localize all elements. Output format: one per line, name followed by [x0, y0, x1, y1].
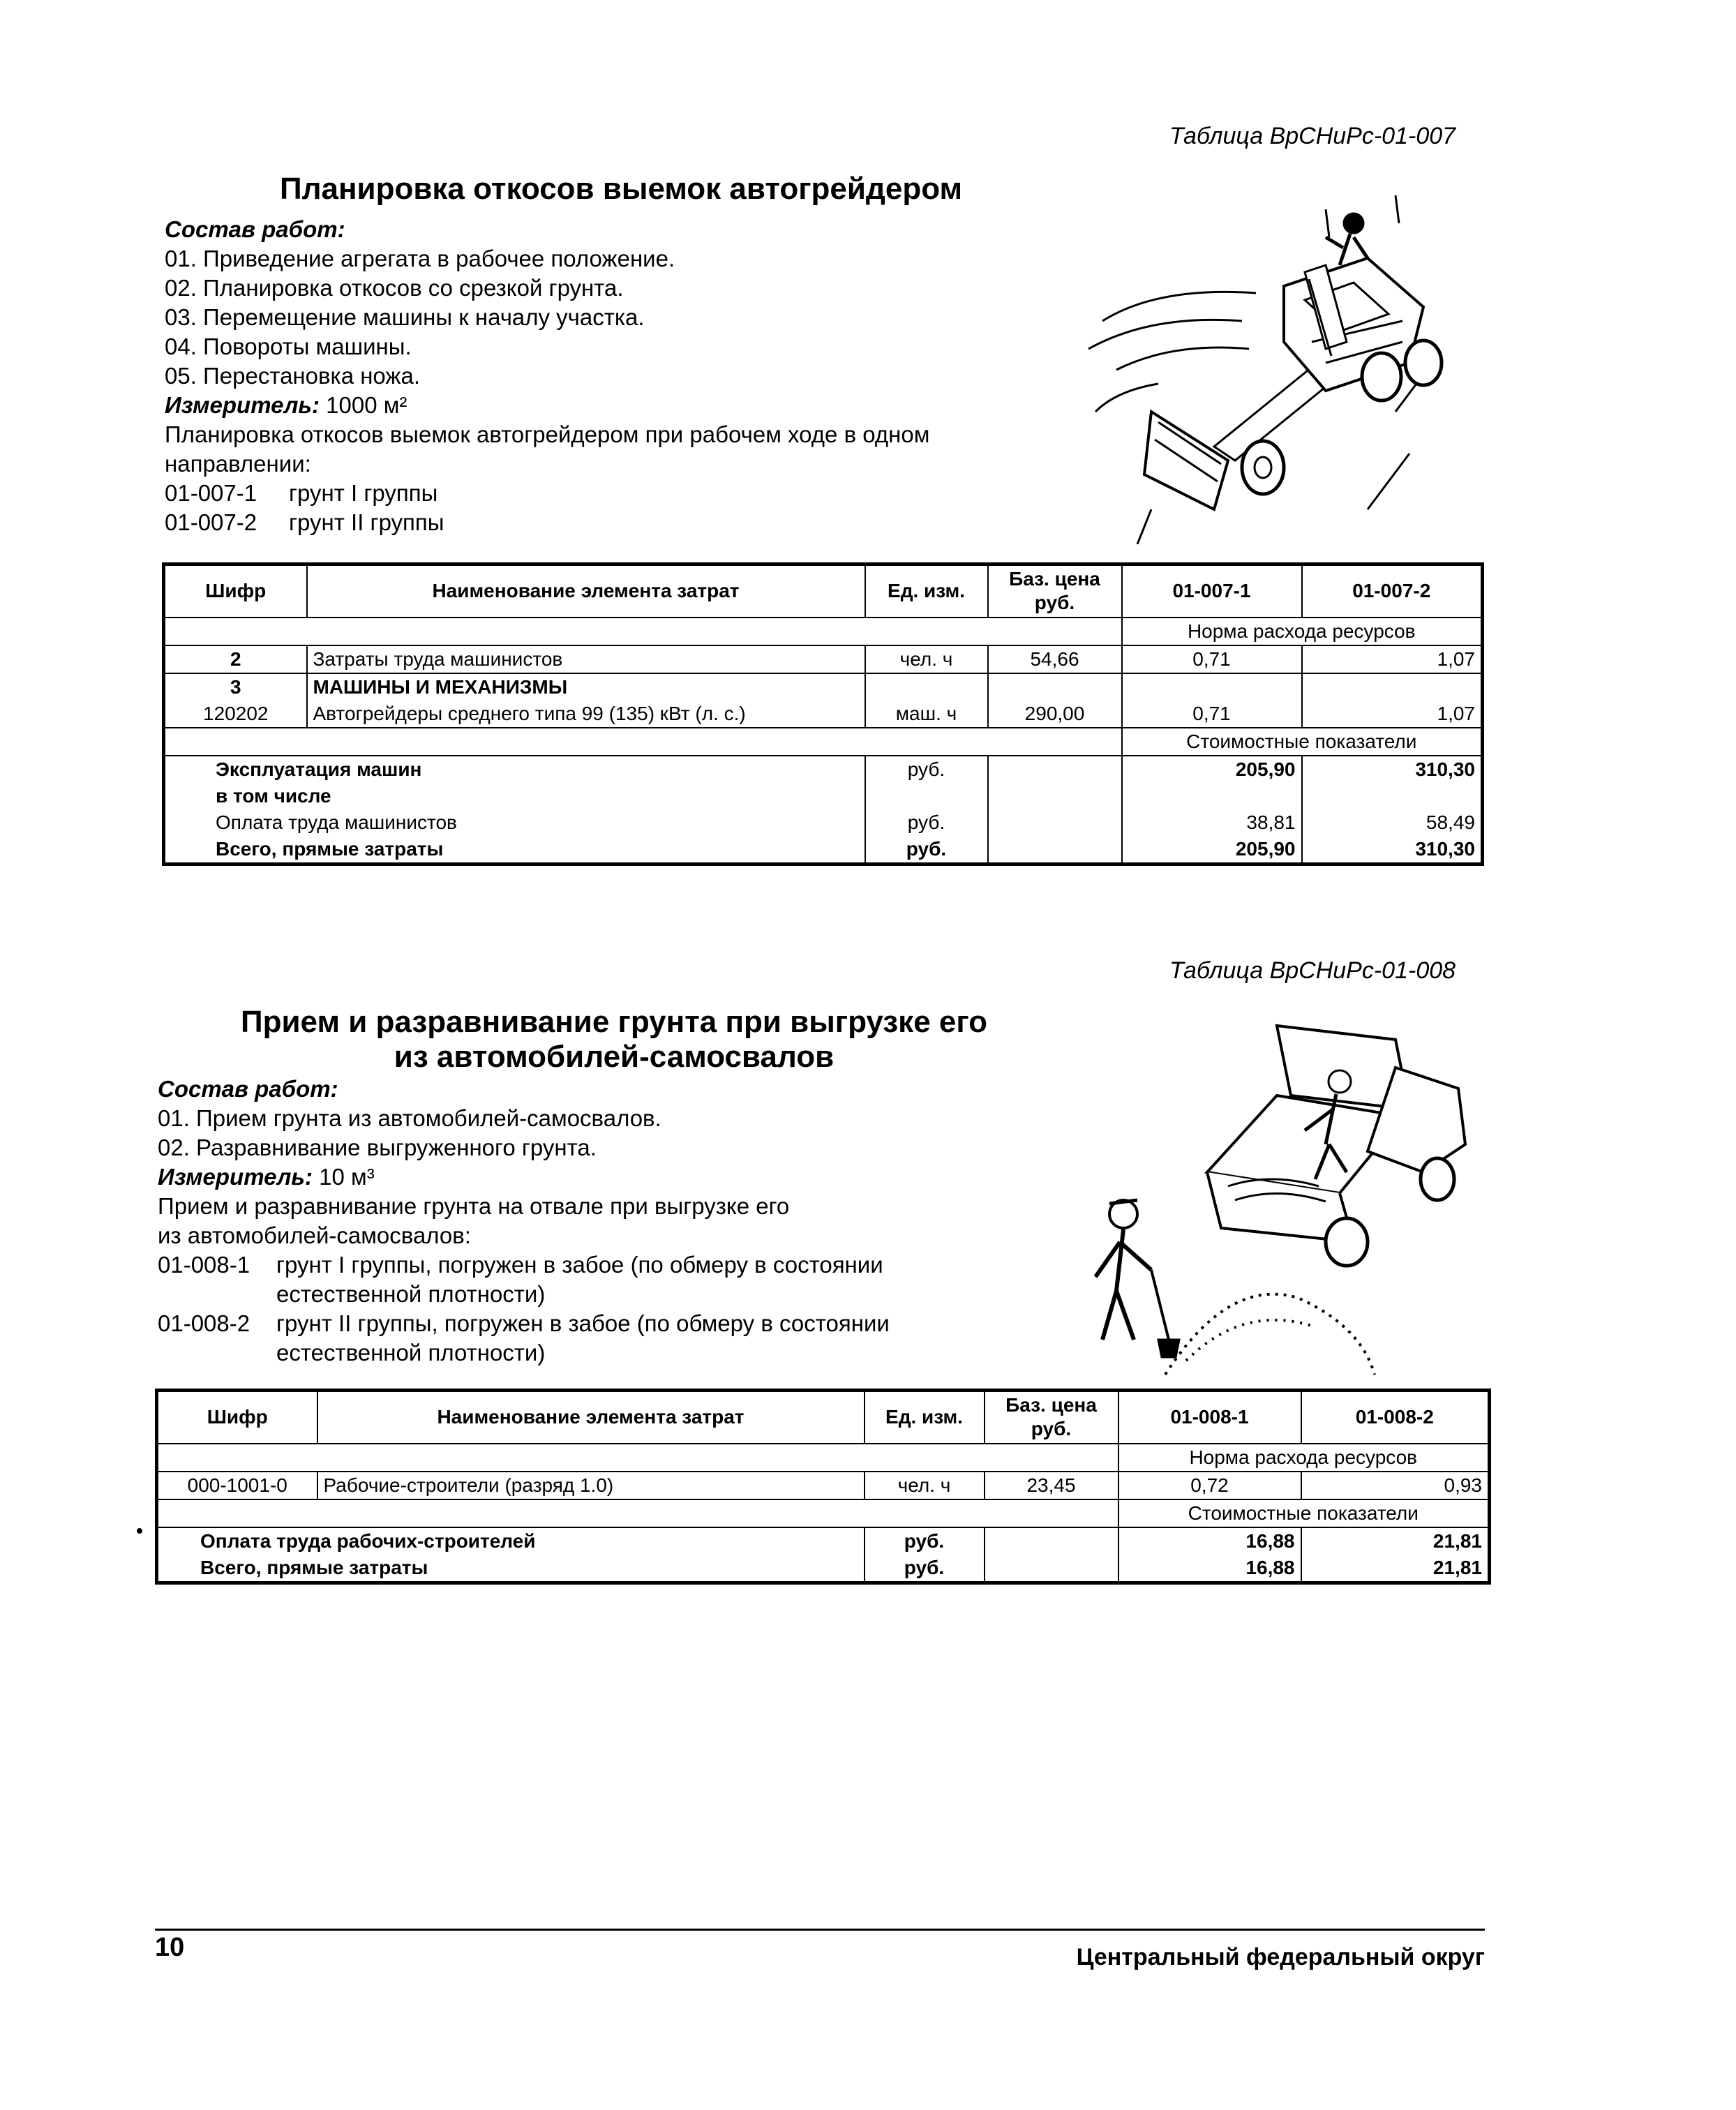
norm-subheader: Норма расхода ресурсов	[1118, 1444, 1490, 1472]
cost-row	[164, 809, 1483, 836]
row-unit: чел. ч	[865, 645, 988, 673]
footer-region: Центральный федеральный округ	[1076, 1944, 1485, 1970]
row-unit: чел. ч	[865, 1472, 985, 1499]
work-step: 03. Перемещение машины к началу участка.	[165, 304, 645, 330]
header-variant-2: 01-008-2	[1301, 1391, 1490, 1444]
cost-value-2: 58,49	[1302, 809, 1483, 836]
table-row	[157, 1472, 1490, 1499]
resource-table	[162, 562, 1484, 866]
section-title: Планировка откосов выемок автогрейдером	[279, 172, 963, 206]
cost-subheader-row	[164, 728, 1483, 756]
cost-unit: руб.	[865, 1527, 985, 1555]
table-row	[164, 645, 1483, 673]
table-caption: Таблица ВрСНиРс-01-008	[1169, 957, 1456, 984]
cost-value-2: 21,81	[1301, 1527, 1490, 1555]
row-code: 000-1001-0	[157, 1472, 317, 1499]
description: Планировка откосов выемок автогрейдером при рабочем ходе в одном направлении:	[165, 421, 930, 477]
cost-value-1: 16,88	[1118, 1555, 1301, 1583]
meter-value: 1000 м²	[326, 392, 407, 418]
cost-name: Всего, прямые затраты	[157, 1555, 865, 1583]
table-header	[157, 1391, 1490, 1444]
meter-value: 10 м³	[319, 1164, 375, 1190]
section-title-line: Прием и разравнивание грунта при выгрузке его	[241, 1005, 987, 1039]
variant-text: естественной плотности)	[276, 1281, 546, 1307]
work-step: 02. Планировка откосов со срезкой грунта.	[165, 275, 624, 301]
header-name: Наименование элемента затрат	[317, 1391, 865, 1444]
row-value-2: 1,07	[1302, 645, 1483, 673]
row-code: 120202	[164, 701, 307, 728]
row-value-1: 0,72	[1118, 1472, 1301, 1499]
variant-row	[165, 479, 1072, 508]
section-title	[160, 1005, 1068, 1075]
row-value-2: 1,07	[1302, 673, 1483, 728]
variant-row	[158, 1250, 1065, 1280]
cost-value-2: 310,30	[1302, 756, 1483, 783]
cost-row	[164, 756, 1483, 783]
stray-mark	[137, 1528, 142, 1534]
work-composition	[165, 215, 1072, 537]
norm-subheader-row	[164, 618, 1483, 645]
work-step: 04. Повороты машины.	[165, 334, 412, 359]
row-name: МАШИНЫ И МЕХАНИЗМЫ	[307, 673, 865, 701]
table-header	[164, 564, 1483, 618]
meter-label: Измеритель:	[158, 1164, 313, 1190]
header-unit: Ед. изм.	[865, 564, 988, 618]
cost-value-1: 205,90	[1122, 756, 1302, 783]
cost-value-1: 205,90	[1122, 836, 1302, 865]
cost-row	[157, 1527, 1490, 1555]
header-variant-2: 01-007-2	[1302, 564, 1483, 618]
description: Прием и разравнивание грунта на отвале при выгрузке его	[158, 1193, 790, 1219]
cost-unit: руб.	[865, 809, 988, 836]
cost-subheader: Стоимостные показатели	[1118, 1499, 1490, 1527]
variant-text: грунт II группы, погружен в забое (по обмеру в состоянии	[276, 1310, 890, 1336]
cost-name: Оплата труда машинистов	[164, 809, 865, 836]
cost-name: Эксплуатация машин	[164, 756, 865, 783]
row-name: Рабочие-строители (разряд 1.0)	[317, 1472, 865, 1499]
cost-unit: руб.	[865, 836, 988, 865]
variant-row	[165, 508, 1072, 537]
row-price: 54,66	[988, 645, 1122, 673]
row-value-2: 0,93	[1301, 1472, 1490, 1499]
variant-code: 01-008-2	[158, 1310, 250, 1336]
row-value-1: 0,71	[1122, 673, 1302, 728]
work-step: 01. Прием грунта из автомобилей-самосвалов.	[158, 1105, 661, 1131]
variant-text: грунт I группы, погружен в забое (по обмеру в состоянии	[276, 1252, 883, 1278]
cost-subheader: Стоимостные показатели	[1122, 728, 1483, 756]
cost-subheader-row	[157, 1499, 1490, 1527]
description: из автомобилей-самосвалов:	[158, 1222, 471, 1248]
meter	[165, 391, 1072, 420]
cost-value-2: 21,81	[1301, 1555, 1490, 1583]
meter	[158, 1162, 1065, 1192]
header-name: Наименование элемента затрат	[307, 564, 865, 618]
cost-unit: руб.	[865, 756, 988, 783]
dump-truck-unloading-illustration	[1047, 1012, 1479, 1389]
row-value-1: 0,71	[1122, 645, 1302, 673]
work-composition-label: Состав работ:	[165, 216, 345, 242]
row-name: Затраты труда машинистов	[307, 645, 865, 673]
page-number: 10	[155, 1933, 185, 1962]
row-name: Автогрейдеры среднего типа 99 (135) кВт (л. с.)	[307, 701, 865, 728]
cost-value-2: 310,30	[1302, 836, 1483, 865]
variant-code: 01-007-1	[165, 480, 257, 506]
header-price: Баз. цена руб.	[988, 564, 1122, 618]
norm-subheader-row	[157, 1444, 1490, 1472]
row-code: 3	[164, 673, 307, 701]
header-code: Шифр	[164, 564, 307, 618]
header-variant-1: 01-008-1	[1118, 1391, 1301, 1444]
header-unit: Ед. изм.	[865, 1391, 985, 1444]
variant-text: грунт II группы	[289, 509, 444, 535]
work-step: 05. Перестановка ножа.	[165, 363, 421, 389]
variant-text: грунт I группы	[289, 480, 438, 506]
work-step: 01. Приведение агрегата в рабочее положение.	[165, 246, 675, 271]
meter-label: Измеритель:	[165, 392, 320, 418]
work-composition-label: Состав работ:	[158, 1076, 338, 1102]
footer-divider	[155, 1929, 1485, 1931]
cost-row	[164, 783, 1483, 809]
variant-code: 01-007-2	[165, 509, 257, 535]
variant-code: 01-008-1	[158, 1252, 250, 1278]
header-code: Шифр	[157, 1391, 317, 1444]
motor-grader-illustration	[1075, 181, 1486, 544]
variant-text: естественной плотности)	[276, 1340, 546, 1365]
cost-row	[164, 836, 1483, 865]
variant-row	[158, 1309, 1065, 1338]
header-price: Баз. цена руб.	[985, 1391, 1118, 1444]
resource-table	[155, 1389, 1491, 1585]
header-variant-1: 01-007-1	[1122, 564, 1302, 618]
table-row	[164, 673, 1483, 701]
cost-row	[157, 1555, 1490, 1583]
cost-value-1: 16,88	[1118, 1527, 1301, 1555]
row-code: 2	[164, 645, 307, 673]
table-caption: Таблица ВрСНиРс-01-007	[1169, 123, 1456, 149]
section-title-line: из автомобилей-самосвалов	[394, 1040, 835, 1074]
cost-name: в том числе	[164, 783, 865, 809]
cost-name: Оплата труда рабочих-строителей	[157, 1527, 865, 1555]
row-unit: маш. ч	[865, 673, 988, 728]
cost-name: Всего, прямые затраты	[164, 836, 865, 865]
norm-subheader: Норма расхода ресурсов	[1122, 618, 1483, 645]
work-composition	[158, 1075, 1065, 1368]
row-price: 290,00	[988, 673, 1122, 728]
row-price: 23,45	[985, 1472, 1118, 1499]
work-step: 02. Разравнивание выгруженного грунта.	[158, 1135, 597, 1160]
cost-unit: руб.	[865, 1555, 985, 1583]
cost-value-1: 38,81	[1122, 809, 1302, 836]
